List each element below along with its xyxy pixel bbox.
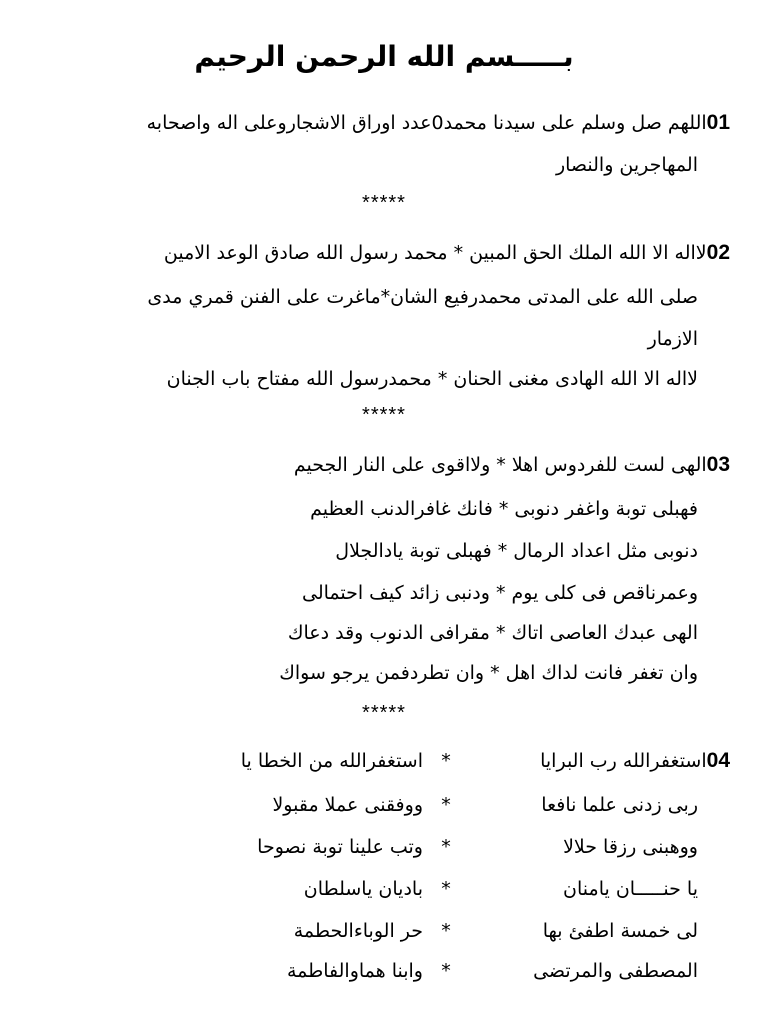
section-03-line-1 xyxy=(294,452,730,478)
section-number: 04 xyxy=(706,749,730,772)
pair-separator: * xyxy=(441,960,451,982)
section-03-line-4: وعمرناقص فى كلى يوم * ودنبى زائد كيف احتمالى xyxy=(301,582,698,604)
section-04-row-1-right xyxy=(540,748,730,774)
section-04-row-6-left: وابنا هماوالفاطمة xyxy=(286,960,423,982)
section-04-row-6-right: المصطفى والمرتضى xyxy=(533,960,698,982)
separator-2: ***** xyxy=(362,404,406,426)
section-02-line-2: صلى الله على المدتى محمدرفيع الشان*ماغرت على الفنن قمري مدى xyxy=(147,286,698,308)
pair-separator: * xyxy=(441,836,451,858)
section-number: 02 xyxy=(706,241,730,264)
section-03-line-3: دنوبى مثل اعداد الرمال * فهبلى توبة يادالجلال xyxy=(335,540,698,562)
pair-separator: * xyxy=(441,920,451,942)
section-02-line-3: الازمار xyxy=(647,328,698,350)
section-04-row-4-right: يا حنـــــان يامنان xyxy=(563,878,698,900)
section-01-line-2: المهاجرين والنصار xyxy=(555,154,698,176)
section-text: الهى لست للفردوس اهلا * ولااقوى على النار الجحيم xyxy=(293,454,707,476)
separator-1: ***** xyxy=(362,192,406,214)
pair-separator: * xyxy=(441,750,451,772)
section-04-row-3-left: وتب علينا توبة نصوحا xyxy=(257,836,423,858)
verse-right: استغفرالله رب البرايا xyxy=(540,750,707,772)
section-01-line-1 xyxy=(147,110,730,136)
section-03-line-6: وان تغفر فانت لداك اهل * وان تطردفمن يرجو سواك xyxy=(279,662,698,684)
pair-separator: * xyxy=(441,794,451,816)
section-04-row-2-left: ووفقنى عملا مقبولا xyxy=(272,794,423,816)
section-03-line-2: فهبلى توبة واغفر دنوبى * فانك غافرالدنب العظيم xyxy=(310,498,698,520)
section-03-line-5: الهى عبدك العاصى اتاك * مقرافى الدنوب وقد دعاك xyxy=(287,622,698,644)
section-04-row-5-left: حر الوباءالحطمة xyxy=(293,920,423,942)
section-04-row-4-left: باديان ياسلطان xyxy=(303,878,423,900)
section-text: لااله الا الله الملك الحق المبين * محمد رسول الله صادق الوعد الامين xyxy=(163,242,707,264)
separator-3: ***** xyxy=(362,702,406,724)
section-02-line-4: لااله الا الله الهادى مغنى الحنان * محمدرسول الله مفتاح باب الجنان xyxy=(166,368,698,390)
section-04-row-3-right: ووهبنى رزقا حلالا xyxy=(563,836,698,858)
section-02-line-1 xyxy=(164,240,730,266)
section-04-row-1-left: استغفرالله من الخطا يا xyxy=(240,750,423,772)
section-text: اللهم صل وسلم على سيدنا محمد0عدد اوراق الاشجاروعلى اله واصحابه xyxy=(146,112,707,134)
pair-separator: * xyxy=(441,878,451,900)
section-04-row-2-right: ربى زدنى علما نافعا xyxy=(541,794,698,816)
section-number: 01 xyxy=(706,111,730,134)
page-title: بـــــسم الله الرحمن الرحيم xyxy=(194,40,574,73)
section-number: 03 xyxy=(706,453,730,476)
section-04-row-5-right: لى خمسة اطفئ بها xyxy=(542,920,698,942)
